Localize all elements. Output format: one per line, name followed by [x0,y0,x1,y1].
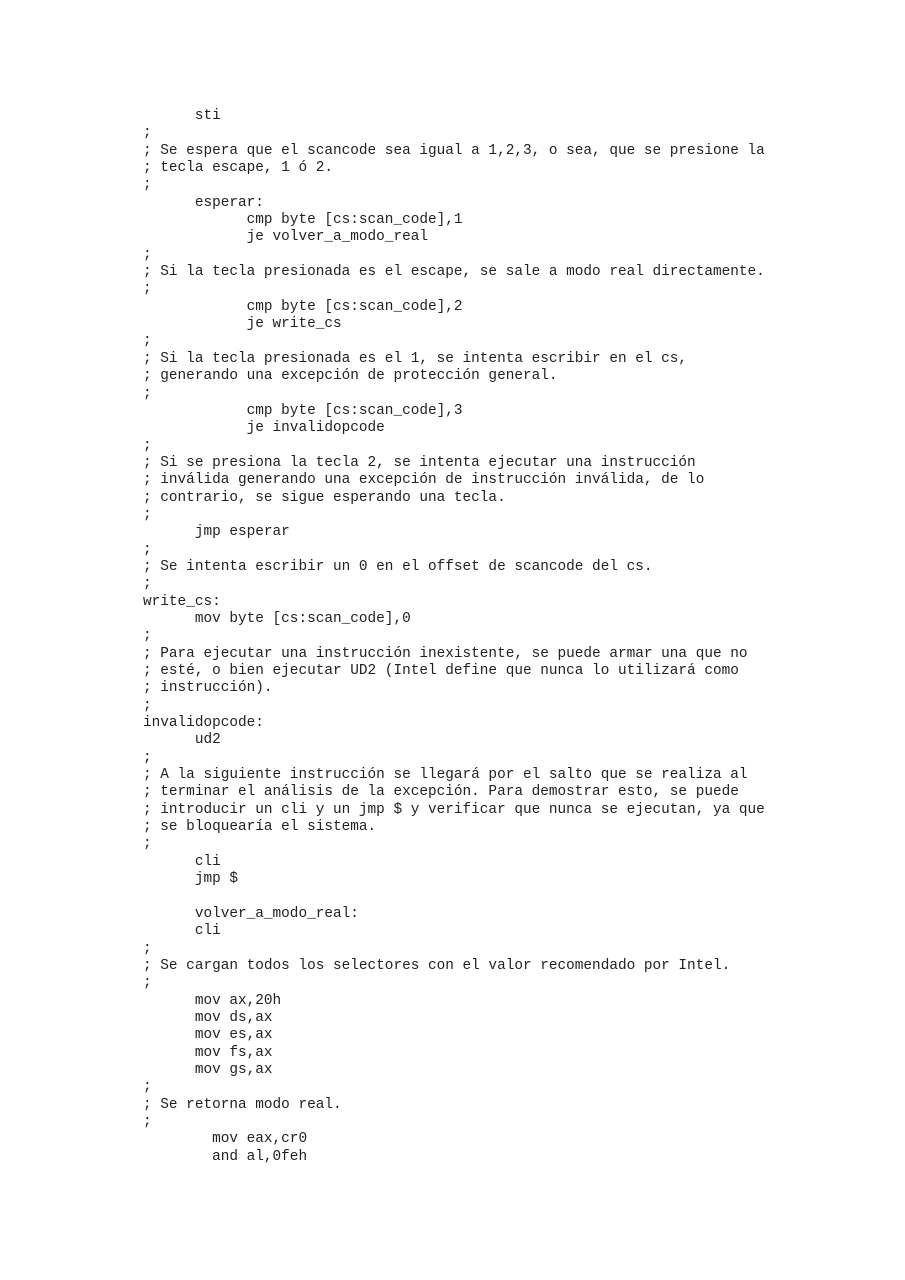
code-line: ; se bloquearía el sistema. [143,819,377,836]
code-line: ; [143,975,152,992]
code-line: ; introducir un cli y un jmp $ y verificar que nunca se ejecutan, ya que [143,801,765,818]
code-line: jmp esperar [143,524,290,541]
code-line: ; instrucción). [143,680,273,697]
code-line: ; [143,506,152,523]
code-line: ; terminar el análisis de la excepción. Para demostrar esto, se puede [143,784,739,801]
code-line: ; Si se presiona la tecla 2, se intenta ejecutar una instrucción [143,454,696,471]
code-line: ; generando una excepción de protección general. [143,368,558,385]
code-line: cli [143,923,221,940]
code-line: mov ds,ax [143,1009,273,1026]
code-line: ; [143,125,152,142]
code-line: ; Se retorna modo real. [143,1096,342,1113]
assembly-code-listing [143,108,883,1166]
code-line: ; [143,281,152,298]
code-line: mov byte [cs:scan_code],0 [143,610,411,627]
code-line: esperar: [143,194,264,211]
code-line: invalidopcode: [143,715,264,732]
code-line: ; [143,940,152,957]
code-line: ; [143,1079,152,1096]
code-line: ; [143,541,152,558]
code-line: mov gs,ax [143,1061,273,1078]
code-line: ud2 [143,732,221,749]
code-line: ; Se intenta escribir un 0 en el offset de scancode del cs. [143,558,653,575]
code-line: ; tecla escape, 1 ó 2. [143,160,333,177]
code-line: ; inválida generando una excepción de instrucción inválida, de lo [143,472,705,489]
code-line: je write_cs [143,316,342,333]
code-line: mov eax,cr0 [143,1131,308,1148]
code-line: ; [143,749,152,766]
code-line: ; [143,246,152,263]
code-line: ; esté, o bien ejecutar UD2 (Intel define que nunca lo utilizará como [143,663,739,679]
code-line: ; [143,385,152,402]
code-line: ; [143,1113,152,1130]
code-line: ; [143,177,152,194]
code-line: ; Si la tecla presionada es el 1, se intenta escribir en el cs, [143,350,688,367]
code-line: sti [143,108,221,124]
code-line: ; [143,628,152,645]
code-line: write_cs: [143,593,221,610]
code-line: ; [143,836,152,853]
code-line: ; [143,576,152,593]
code-line: mov es,ax [143,1027,273,1044]
code-line: ; [143,333,152,350]
code-line: jmp $ [143,871,238,888]
code-line: cmp byte [cs:scan_code],1 [143,212,463,229]
code-line: ; [143,437,152,454]
code-line: volver_a_modo_real: [143,905,359,922]
code-line: ; Se espera que el scancode sea igual a 1,2,3, o sea, que se presione la [143,142,765,159]
code-line [143,888,883,905]
code-line: ; contrario, se sigue esperando una tecla. [143,489,506,506]
code-line: cli [143,853,221,870]
code-line: cmp byte [cs:scan_code],3 [143,402,463,419]
code-line: cmp byte [cs:scan_code],2 [143,298,463,315]
code-line: and al,0feh [143,1148,308,1165]
code-line: ; A la siguiente instrucción se llegará por el salto que se realiza al [143,767,748,784]
code-line: je invalidopcode [143,420,385,437]
code-line: mov ax,20h [143,992,282,1009]
code-line: ; Para ejecutar una instrucción inexistente, se puede armar una que no [143,645,748,662]
code-line: je volver_a_modo_real [143,229,428,246]
code-line: ; [143,697,152,714]
code-line: ; Se cargan todos los selectores con el valor recomendado por Intel. [143,957,731,974]
code-line: ; Si la tecla presionada es el escape, se sale a modo real directamente. [143,264,765,281]
code-line: mov fs,ax [143,1044,273,1061]
